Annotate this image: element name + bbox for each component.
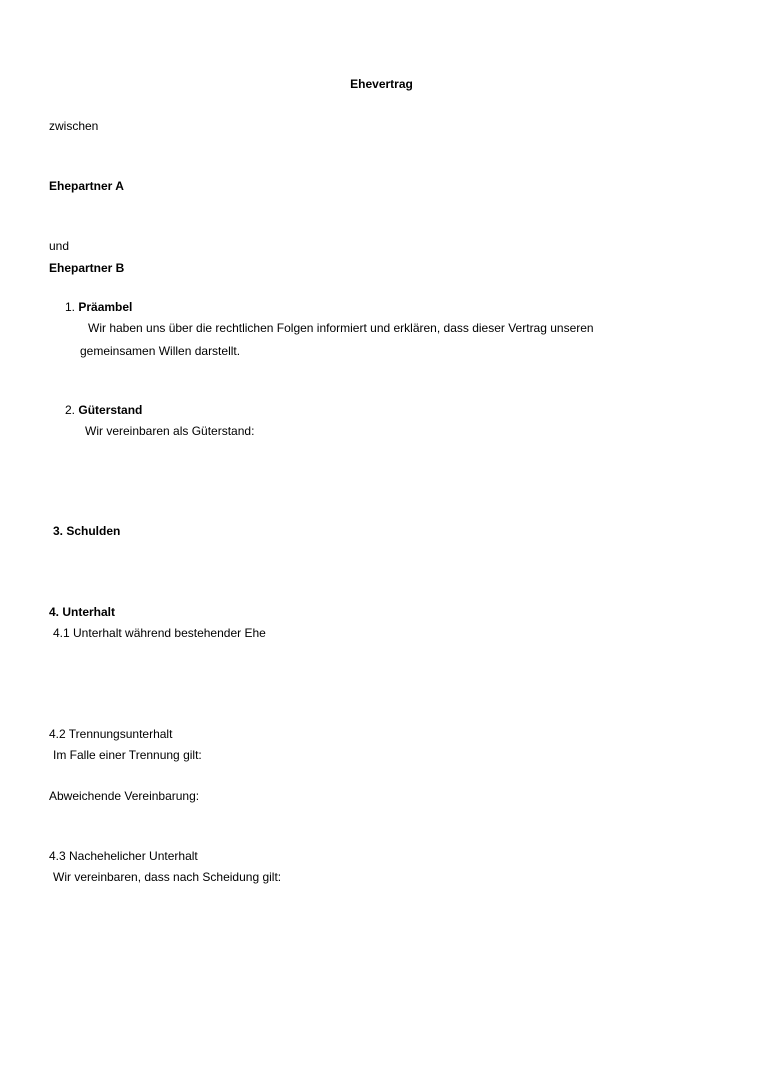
section-number: 2. bbox=[65, 403, 76, 417]
maintenance-sub1: 4.1 Unterhalt während bestehender Ehe bbox=[53, 626, 266, 640]
section-maintenance-heading: 4. Unterhalt bbox=[49, 605, 116, 619]
maintenance-sub2: 4.2 Trennungsunterhalt bbox=[49, 727, 173, 741]
section-property-heading bbox=[65, 403, 142, 417]
document-title: Ehevertrag bbox=[350, 77, 413, 91]
section-number: 1. bbox=[65, 300, 76, 314]
section-heading: Güterstand bbox=[78, 403, 143, 417]
maintenance-sub3: 4.3 Nachehelicher Unterhalt bbox=[49, 849, 198, 863]
preamble-text-line2: gemeinsamen Willen darstellt. bbox=[80, 344, 241, 358]
section-heading: Präambel bbox=[78, 300, 133, 314]
deviating-agreement-label: Abweichende Vereinbarung: bbox=[49, 789, 200, 803]
section-debts-heading: 3. Schulden bbox=[53, 524, 121, 538]
partner-b-label: Ehepartner B bbox=[49, 261, 125, 275]
and-label: und bbox=[49, 239, 70, 253]
preamble-text-line1: Wir haben uns über die rechtlichen Folgen informiert und erklären, dass dieser Vertrag unseren bbox=[88, 321, 594, 335]
maintenance-sub3-text: Wir vereinbaren, dass nach Scheidung gilt: bbox=[53, 870, 282, 884]
between-label: zwischen bbox=[49, 119, 99, 133]
maintenance-sub2-text: Im Falle einer Trennung gilt: bbox=[53, 748, 202, 762]
partner-a-label: Ehepartner A bbox=[49, 179, 124, 193]
section-preamble-heading bbox=[65, 300, 132, 314]
property-text: Wir vereinbaren als Güterstand: bbox=[85, 424, 255, 438]
